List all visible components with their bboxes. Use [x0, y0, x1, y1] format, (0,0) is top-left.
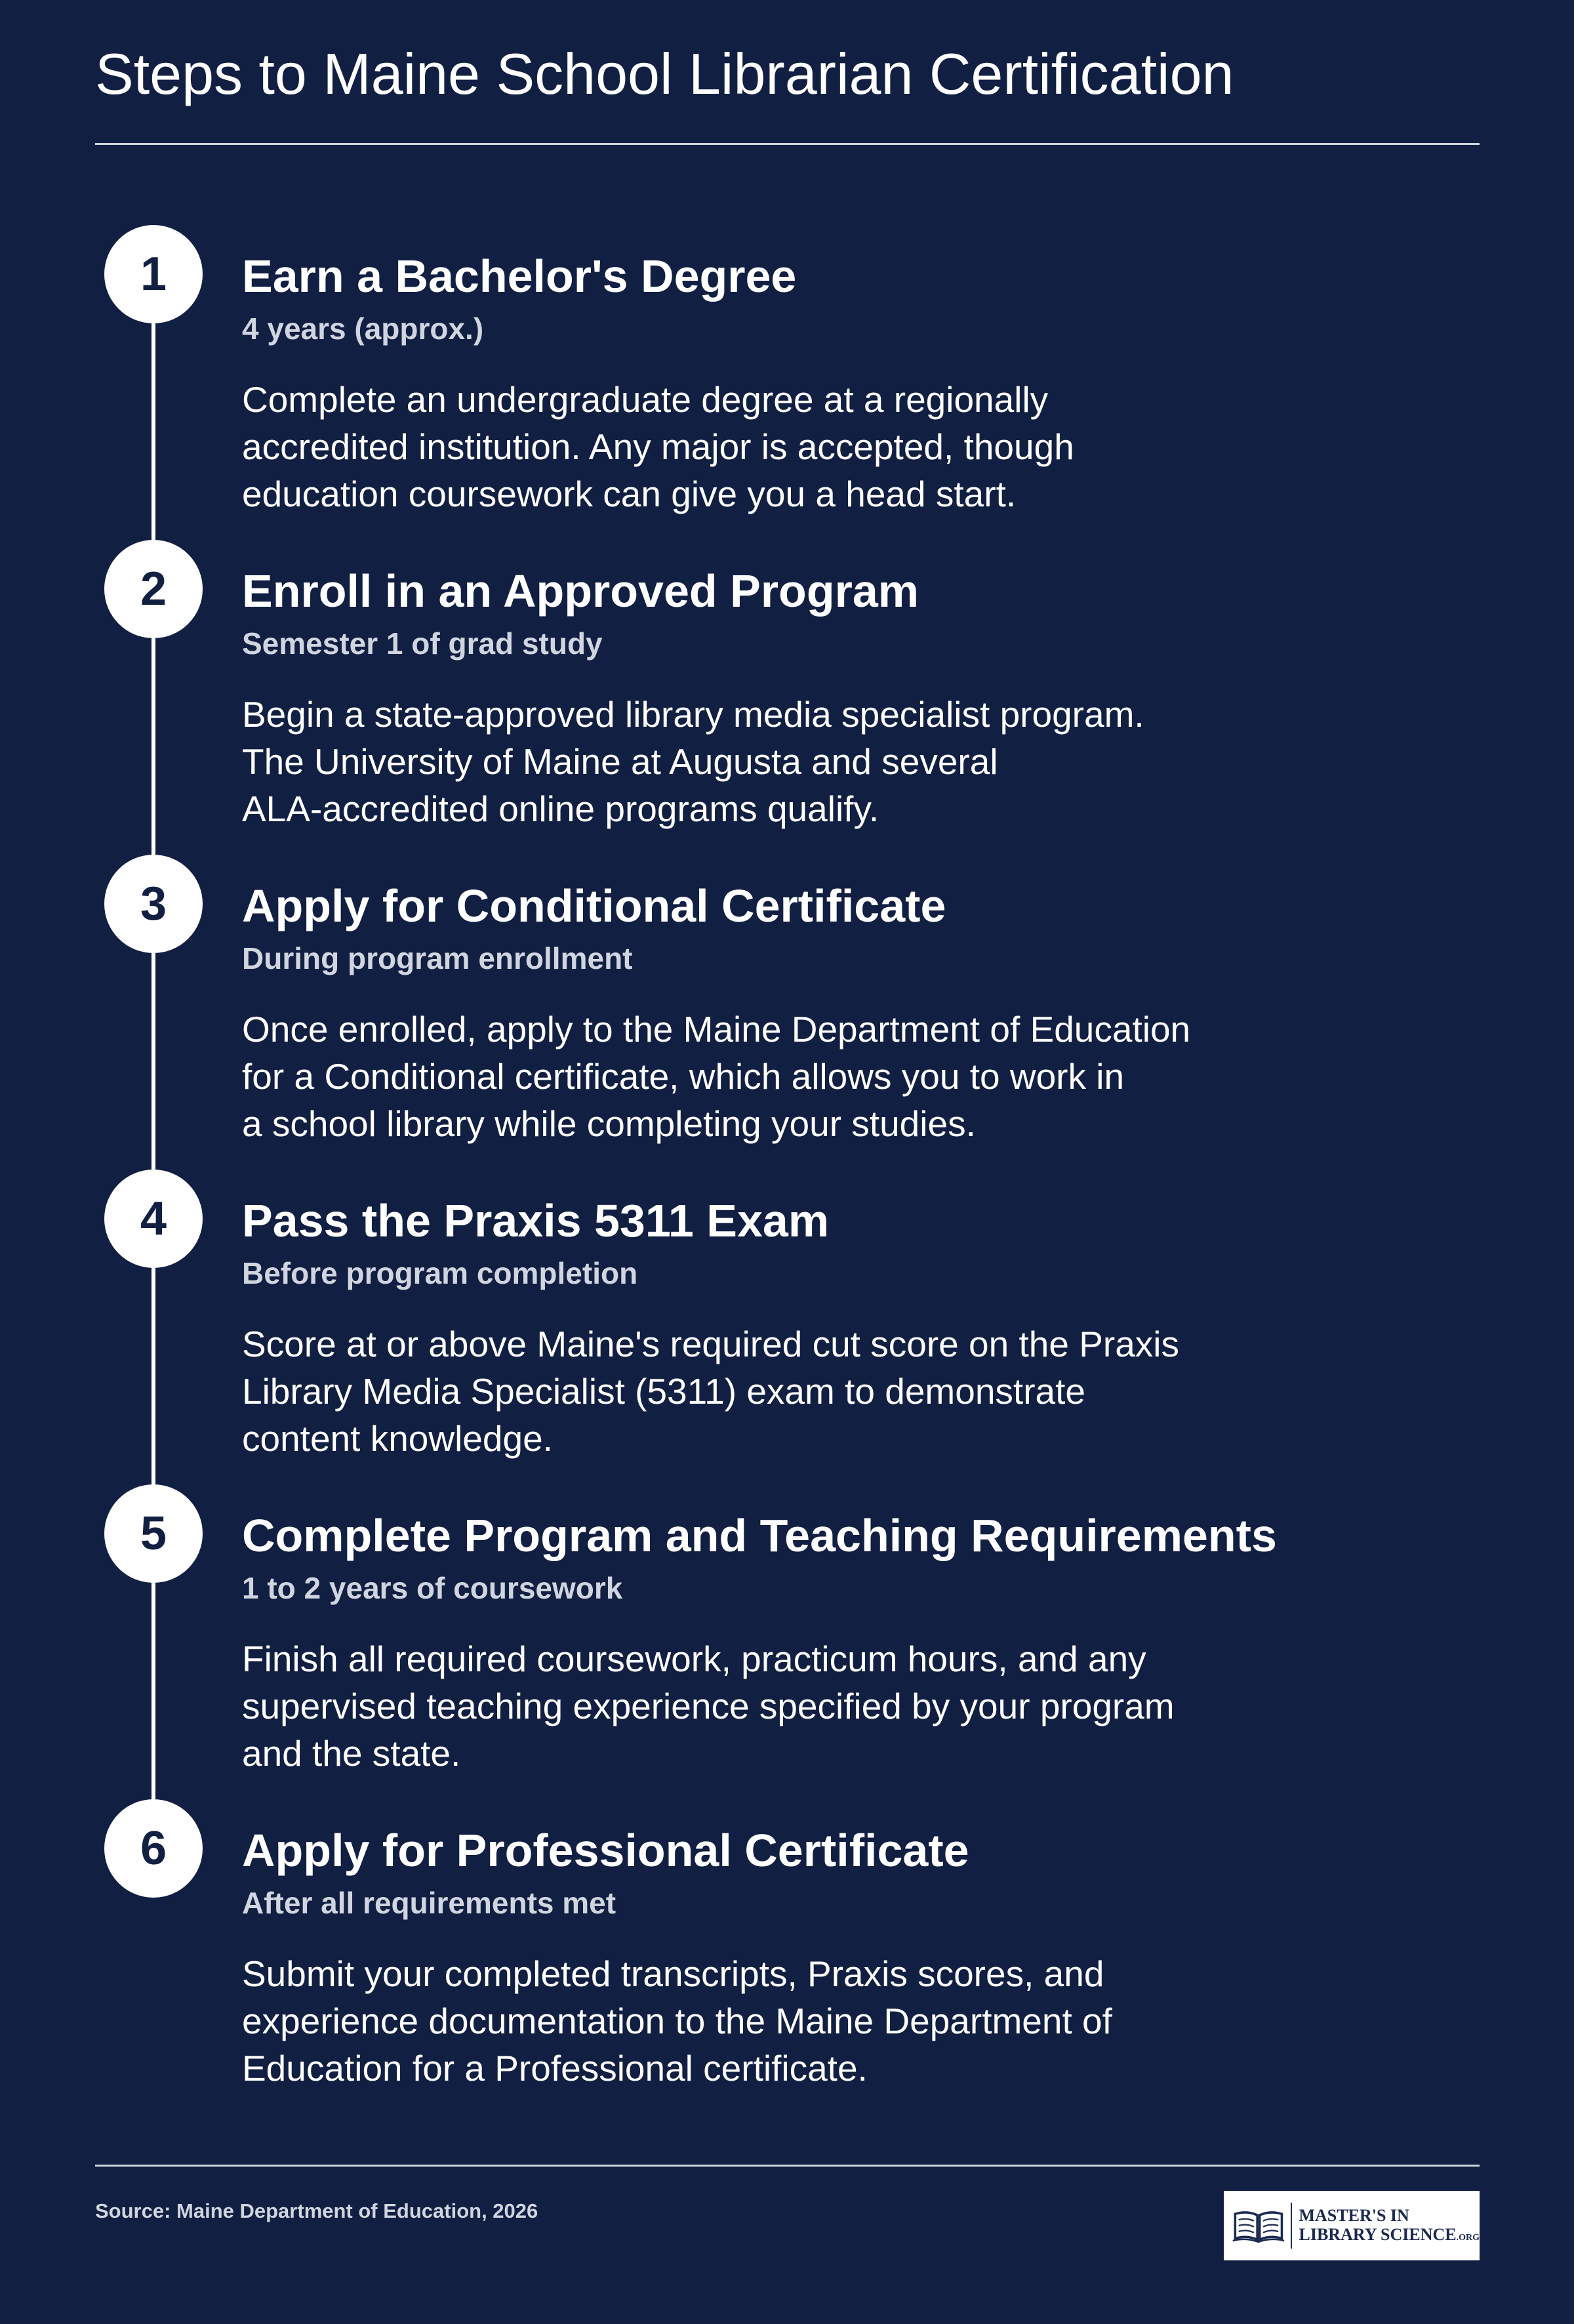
step-description-line: content knowledge.	[242, 1418, 553, 1459]
page-title: Steps to Maine School Librarian Certification	[95, 41, 1234, 106]
open-book-icon	[1232, 2205, 1285, 2247]
logo-suffix: .ORG	[1456, 2233, 1480, 2243]
step-description-line: Library Media Specialist (5311) exam to demonstrate	[242, 1371, 1085, 1412]
step-number-badge: 2	[104, 540, 203, 638]
step-duration: Semester 1 of grad study	[242, 626, 603, 661]
step-description	[242, 376, 1304, 518]
step-description-line: Submit your completed transcripts, Praxis scores, and	[242, 1953, 1104, 1994]
step-description	[242, 1950, 1304, 2092]
step-duration: After all requirements met	[242, 1886, 616, 1920]
source-note: Source: Maine Department of Education, 2026	[95, 2199, 538, 2222]
step-description-line: Score at or above Maine's required cut score on the Praxis	[242, 1324, 1180, 1364]
timeline-step	[0, 540, 1574, 855]
step-duration: 1 to 2 years of coursework	[242, 1571, 623, 1605]
timeline-step	[0, 225, 1574, 540]
footer-divider	[95, 2165, 1480, 2167]
step-description	[242, 1006, 1304, 1147]
step-description-line: Finish all required coursework, practicum hours, and any	[242, 1639, 1146, 1679]
step-duration: 4 years (approx.)	[242, 312, 484, 346]
logo-line-1: MASTER'S IN	[1299, 2206, 1409, 2226]
step-title: Enroll in an Approved Program	[242, 565, 919, 617]
timeline-step	[0, 1170, 1574, 1484]
timeline-step	[0, 1799, 1574, 2114]
step-number-badge: 3	[104, 855, 203, 953]
step-title: Pass the Praxis 5311 Exam	[242, 1195, 830, 1246]
step-description	[242, 1635, 1304, 1777]
step-description-line: Once enrolled, apply to the Maine Department of Education	[242, 1009, 1191, 1050]
site-logo	[1224, 2191, 1480, 2260]
logo-line-2	[1299, 2226, 1480, 2245]
step-description	[242, 691, 1304, 832]
step-description-line: for a Conditional certificate, which allows you to work in	[242, 1056, 1125, 1097]
logo-line-2-text: LIBRARY SCIENCE	[1299, 2225, 1457, 2244]
step-title: Apply for Conditional Certificate	[242, 880, 946, 931]
step-number-badge: 1	[104, 225, 203, 323]
step-duration: Before program completion	[242, 1256, 638, 1290]
step-description	[242, 1320, 1304, 1462]
timeline-step	[0, 855, 1574, 1170]
step-duration: During program enrollment	[242, 941, 633, 975]
step-description-line: education coursework can give you a head start.	[242, 474, 1017, 514]
step-description-line: experience documentation to the Maine Department of	[242, 2001, 1112, 2041]
step-title: Complete Program and Teaching Requirements	[242, 1510, 1277, 1561]
timeline-step	[0, 1484, 1574, 1799]
step-number-badge: 5	[104, 1484, 203, 1583]
step-description-line: Education for a Professional certificate.	[242, 2048, 868, 2089]
step-number-badge: 4	[104, 1170, 203, 1268]
step-description-line: and the state.	[242, 1733, 461, 1774]
step-description-line: Begin a state-approved library media specialist program.	[242, 694, 1144, 735]
header-divider	[95, 143, 1480, 145]
step-description-line: accredited institution. Any major is accepted, though	[242, 426, 1074, 467]
logo-divider	[1291, 2203, 1293, 2249]
logo-wordmark	[1299, 2207, 1480, 2244]
step-description-line: Complete an undergraduate degree at a regionally	[242, 379, 1049, 420]
step-description-line: ALA-accredited online programs qualify.	[242, 788, 879, 829]
step-title: Apply for Professional Certificate	[242, 1825, 969, 1876]
step-description-line: a school library while completing your studies.	[242, 1103, 976, 1144]
step-number-badge: 6	[104, 1799, 203, 1898]
step-title: Earn a Bachelor's Degree	[242, 251, 797, 302]
step-description-line: supervised teaching experience specified by your program	[242, 1686, 1175, 1726]
step-description-line: The University of Maine at Augusta and several	[242, 741, 998, 782]
